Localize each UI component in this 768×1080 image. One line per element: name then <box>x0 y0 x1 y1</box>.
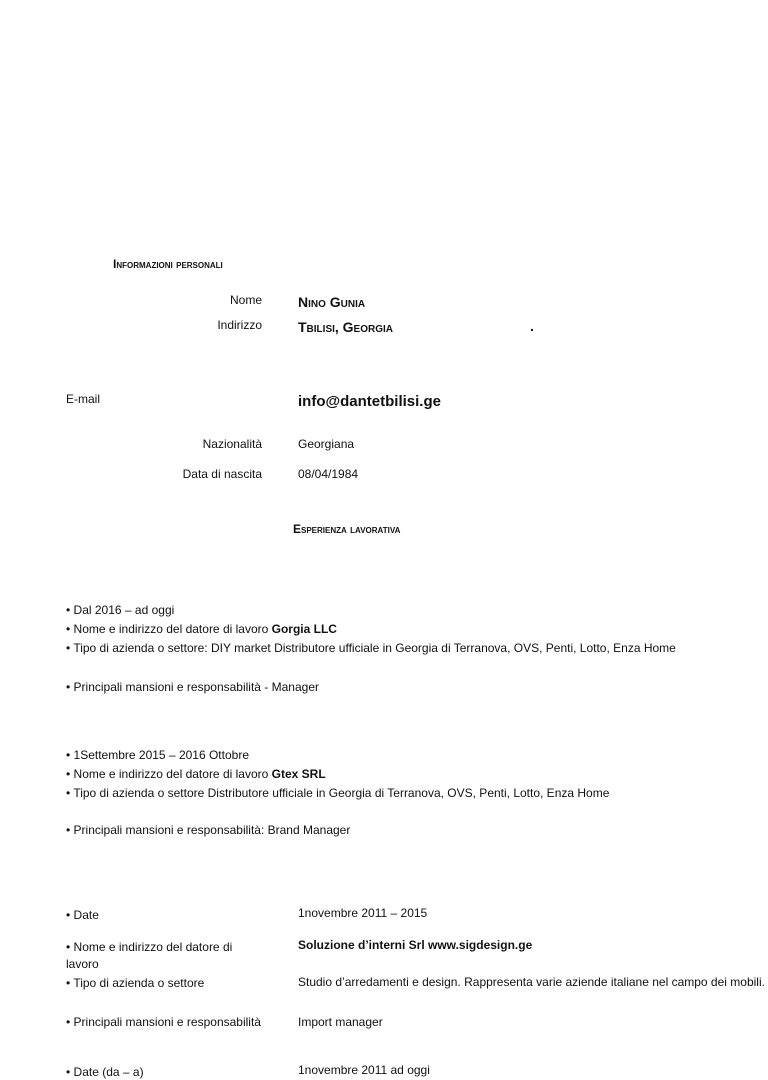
nome-value: Nino Gunia <box>298 294 366 310</box>
indirizzo-value: Tbilisi, Georgia <box>298 319 394 335</box>
job1-employer <box>66 622 337 636</box>
indirizzo-label: Indirizzo <box>217 318 262 332</box>
indirizzo-dot: . <box>530 318 534 334</box>
job3-date-label: • Date <box>66 908 99 922</box>
job3-duties-label: • Principali mansioni e responsabilità <box>66 1015 261 1029</box>
job2-employer-label: • Nome e indirizzo del datore di lavoro <box>66 767 272 781</box>
job2-period: • 1Settembre 2015 – 2016 Ottobre <box>66 748 249 762</box>
email-label: E-mail <box>66 392 101 406</box>
job3-date-value: 1novembre 2011 – 2015 <box>298 906 428 920</box>
job2-sector: • Tipo di azienda o settore Distributore ufficiale in Georgia di Terranova, OVS, Penti, Lotto, Enza Home <box>66 786 610 800</box>
job1-sector: • Tipo di azienda o settore: DIY market Distributore ufficiale in Georgia di Terranova, OVS, Penti, Lotto, Enza Home <box>66 641 676 655</box>
job1-period: • Dal 2016 – ad oggi <box>66 603 175 617</box>
nazionalita-label: Nazionalità <box>202 437 262 451</box>
job3-employer-label-1: • Nome e indirizzo del datore di <box>66 940 233 954</box>
job4-date-value: 1novembre 2011 ad oggi <box>298 1063 430 1077</box>
job2-employer <box>66 767 326 781</box>
nascita-label: Data di nascita <box>182 467 262 481</box>
job3-sector-value: Studio d’arredamenti e design. Rappresenta varie aziende italiane nel campo dei mobili. <box>298 975 765 989</box>
job1-employer-label: • Nome e indirizzo del datore di lavoro <box>66 622 272 636</box>
job1-employer-value: Gorgia LLC <box>271 622 337 636</box>
job1-duties: • Principali mansioni e responsabilità - Manager <box>66 680 319 694</box>
job2-employer-value: Gtex SRL <box>271 767 326 781</box>
job3-duties-value: Import manager <box>298 1015 383 1029</box>
job3-employer-label-2: lavoro <box>66 957 99 971</box>
nazionalita-value: Georgiana <box>298 437 355 451</box>
job4-date-label: • Date (da – a) <box>66 1065 144 1079</box>
job2-duties: • Principali mansioni e responsabilità: Brand Manager <box>66 823 351 837</box>
email-value: info@dantetbilisi.ge <box>298 393 441 410</box>
job3-employer-value: Soluzione d’interni Srl www.sigdesign.ge <box>298 938 533 952</box>
nome-label: Nome <box>229 293 262 307</box>
job3-sector-label: • Tipo di azienda o settore <box>66 976 205 990</box>
nascita-value: 08/04/1984 <box>298 467 359 481</box>
experience-heading: Esperienza lavorativa <box>293 522 401 536</box>
personal-info-heading: Informazioni personali <box>113 257 223 271</box>
